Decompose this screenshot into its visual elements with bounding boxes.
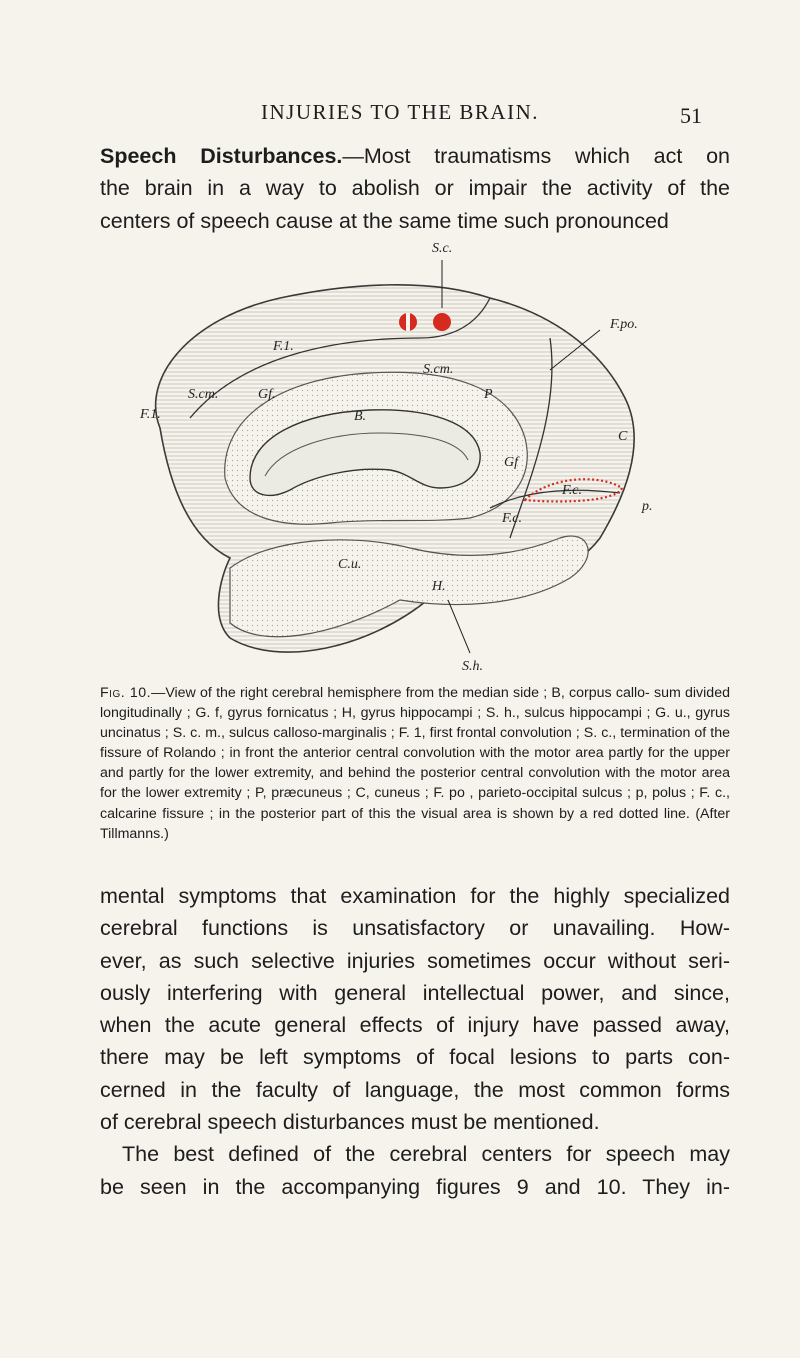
intro-line-3: centers of speech cause at the same time such pronounced	[100, 208, 669, 233]
label-sh: S.h.	[462, 659, 483, 674]
body-line-3: ever, as such selective injuries sometimes occur without seri-	[100, 948, 730, 973]
page-number: 51	[680, 103, 702, 128]
caption-figure-number: Fig. 10.	[100, 685, 152, 701]
gyrus-hippocampi	[230, 536, 588, 637]
body-line-4: ously interfering with general intellectual power, and since,	[100, 980, 730, 1005]
caption-line-7: area for the lower extremity ; P, præcuneus ; C, cuneus ; F. po , parieto-occipital	[100, 765, 730, 802]
body-line-9: The best defined of the cerebral centers for speech may	[122, 1142, 730, 1167]
leader-sh	[448, 600, 470, 653]
figure-caption	[100, 683, 730, 844]
intro-paragraph	[100, 140, 730, 237]
caption-line-9: is shown by a red dotted line. (After Tillmanns.)	[100, 805, 731, 842]
intro-line-2: the brain in a way to abolish or impair the activity of the	[100, 176, 730, 201]
body-line-7: cerned in the faculty of language, the most common forms	[100, 1077, 730, 1102]
label-b: B.	[354, 409, 367, 424]
caption-line-4: first frontal convolution ; S. c., termination of the fissure of Rolando ; in front the	[100, 725, 730, 762]
caption-line-1: —View of the right cerebral hemisphere from the median side ; B, corpus callo-	[151, 685, 650, 701]
label-sc: S.c.	[432, 241, 453, 256]
body-paragraph	[100, 880, 730, 1203]
label-f1-left: F.1.	[140, 407, 161, 422]
body-line-5: when the acute general effects of injury have passed away,	[100, 1013, 730, 1038]
label-p-lower: p.	[642, 499, 653, 514]
intro-line-1	[100, 140, 730, 172]
intro-line-1-text: —Most traumatisms which act on	[342, 144, 730, 168]
section-run-in-heading: Speech Disturbances.	[100, 144, 343, 168]
caption-line-5: anterior central convolution with the motor area partly for the upper and partly for	[100, 745, 730, 782]
label-h: H.	[432, 579, 446, 594]
label-p-upper: P	[484, 387, 493, 402]
label-f1-top: F.1.	[273, 339, 294, 354]
body-line-8: of cerebral speech disturbances must be mentioned.	[100, 1110, 600, 1135]
brain-hemisphere-figure	[130, 238, 690, 678]
body-line-6: there may be left symptoms of focal lesions to parts con-	[100, 1045, 730, 1070]
brain-diagram	[130, 238, 690, 678]
caption-line-6: the lower extremity, and behind the posterior central convolution with the motor	[190, 765, 697, 782]
label-fc-lower: F.c.	[502, 511, 522, 526]
label-gf: Gf.	[258, 387, 276, 402]
label-fc-inner: F.c.	[562, 483, 582, 498]
body-line-1: mental symptoms that examination for the highly specialized	[100, 884, 730, 908]
label-fpo: F.po.	[610, 317, 638, 332]
label-cu: C.u.	[338, 557, 362, 572]
running-head: INJURIES TO THE BRAIN.	[260, 100, 540, 124]
label-scm-left: S.cm.	[188, 387, 219, 402]
caption-line-3: sulcus hippocampi ; G. u., gyrus uncinatus ; S. c. m., sulcus calloso-marginalis ; F. 1,	[100, 705, 730, 742]
motor-area-posterior-marker	[433, 313, 451, 331]
label-c: C	[618, 429, 628, 444]
caption-line-2: sum divided longitudinally ; G. f, gyrus fornicatus ; H, gyrus hippocampi ; S. h.,	[100, 685, 730, 722]
motor-area-anterior-gap	[406, 313, 410, 331]
caption-line-8: sulcus ; p, polus ; F. c., calcarine fissure ; in the posterior part of this the visual area	[100, 785, 730, 822]
label-gf-right: Gf	[504, 455, 518, 470]
body-line-2: cerebral functions is unsatisfactory or unavailing. How-	[100, 916, 730, 941]
body-line-10: be seen in the accompanying figures 9 and 10. They in-	[100, 1174, 730, 1199]
label-scm: S.cm.	[423, 362, 454, 377]
